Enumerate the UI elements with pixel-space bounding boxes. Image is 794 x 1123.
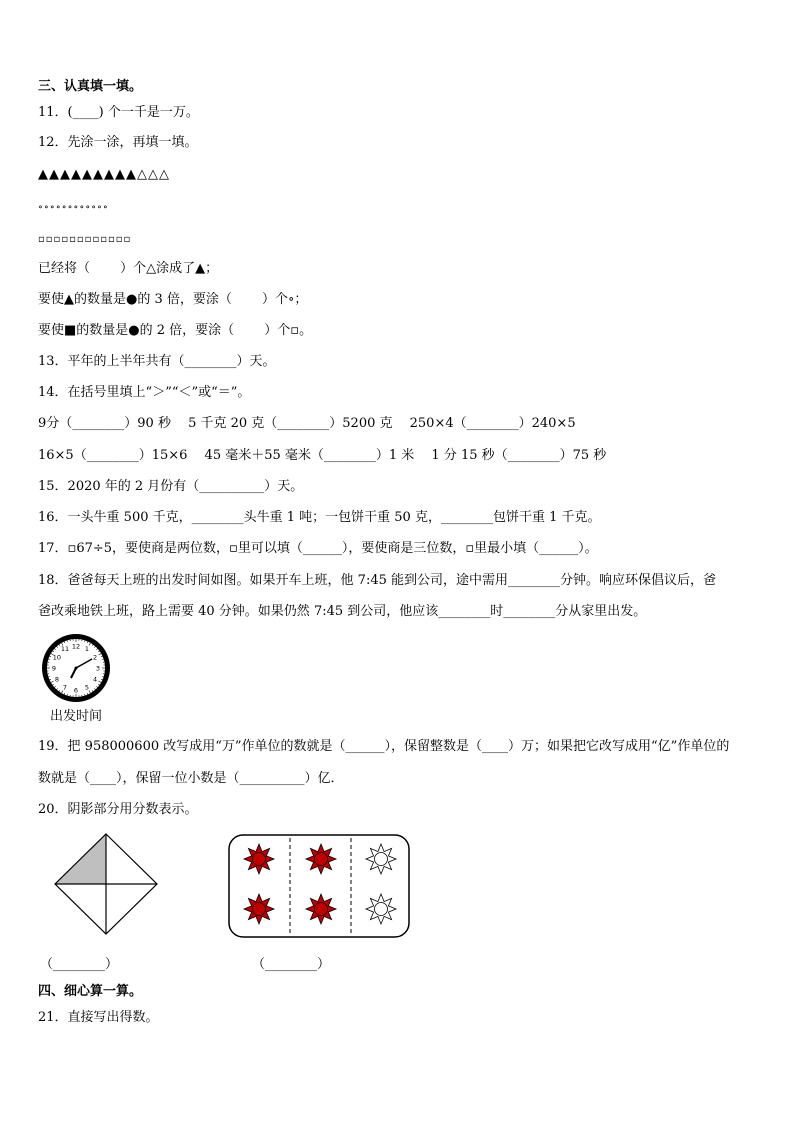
clock-numeral: 10 xyxy=(52,653,62,662)
red-sun-icon xyxy=(306,844,336,874)
red-sun-icon xyxy=(244,894,274,924)
clock-numeral: 6 xyxy=(73,686,79,695)
section-4-title: 四、细心算一算。 xyxy=(38,984,143,999)
question-12-c: 要使■的数量是●的 2 倍，要涂（ ）个▫。 xyxy=(38,323,313,338)
question-19-line-1: 19．把 958000600 改写成用“万”作单位的数就是（______），保留整数是（____）万；如果把它改写成用“亿”作单位的 xyxy=(38,739,730,754)
question-18-line-1: 18．爸爸每天上班的出发时间如图。如果开车上班，他 7:45 能到公司，途中需用________分钟。响应环保倡议后，爸 xyxy=(38,573,717,588)
clock-numeral: 3 xyxy=(95,664,101,673)
q20-blank-2: （________） xyxy=(252,957,331,972)
question-12: 12．先涂一涂，再填一填。 xyxy=(38,135,198,150)
clock-numeral: 12 xyxy=(71,642,81,651)
question-14: 14．在括号里填上“＞”“＜”或“＝”。 xyxy=(38,385,251,400)
clock-numeral: 2 xyxy=(93,653,98,662)
question-11: 11．(____) 个一千是一万。 xyxy=(38,105,199,120)
white-sun-icon xyxy=(366,894,396,924)
clock-numeral: 7 xyxy=(62,683,68,692)
diamond-figure xyxy=(50,830,162,938)
clock-numeral: 5 xyxy=(84,683,90,692)
question-14-row-1: 9分（________）90 秒 5 千克 20 克（________）5200 克 250×4（________）240×5 xyxy=(38,416,576,431)
red-sun-icon xyxy=(306,894,336,924)
question-14-row-2: 16×5（________）15×6 45 毫米＋55 毫米（________）1 米 1 分 15 秒（________）75 秒 xyxy=(38,448,607,463)
q20-blank-1: （________） xyxy=(40,957,119,972)
white-sun-icon xyxy=(366,844,396,874)
clock-numeral: 4 xyxy=(93,675,98,684)
red-sun-icon xyxy=(244,844,274,874)
clock-numeral: 9 xyxy=(51,664,57,673)
question-12-b: 要使▲的数量是●的 3 倍，要涂（ ）个∘； xyxy=(38,292,308,307)
question-15: 15．2020 年的 2 月份有（__________）天。 xyxy=(38,479,304,494)
question-19-line-2: 数就是（____），保留一位小数是（__________）亿． xyxy=(38,771,344,786)
sun-box-figure xyxy=(226,832,414,940)
question-16: 16．一头牛重 500 千克，________头牛重 1 吨；一包饼干重 50 克，________包饼干重 1 千克。 xyxy=(38,510,601,525)
question-20: 20．阴影部分用分数表示。 xyxy=(38,802,198,817)
clock-numeral: 11 xyxy=(60,645,70,654)
triangle-row: ▲▲▲▲▲▲▲▲▲△△△ xyxy=(38,167,170,182)
section-3-title: 三、认真填一填。 xyxy=(38,79,143,94)
question-18-line-2: 爸改乘地铁上班，路上需要 40 分钟。如果仍然 7:45 到公司，他应该________时________分从家里出发。 xyxy=(38,604,647,619)
question-13: 13．平年的上半年共有（________）天。 xyxy=(38,354,276,369)
question-12-a: 已经将（ ）个△涂成了▲； xyxy=(38,261,219,276)
clock-caption: 出发时间 xyxy=(50,709,103,724)
circle-row: ∘∘∘∘∘∘∘∘∘∘∘∘ xyxy=(38,202,109,213)
square-row: ▫▫▫▫▫▫▫▫▫▫▫▫ xyxy=(38,234,132,245)
question-21: 21．直接写出得数。 xyxy=(38,1010,159,1025)
clock-numeral: 1 xyxy=(84,645,90,654)
clock-icon xyxy=(40,632,112,704)
question-17: 17．▫67÷5，要使商是两位数，▫里可以填（______），要使商是三位数，▫里最小填（______）。 xyxy=(38,541,598,556)
clock-numeral: 8 xyxy=(54,675,59,684)
